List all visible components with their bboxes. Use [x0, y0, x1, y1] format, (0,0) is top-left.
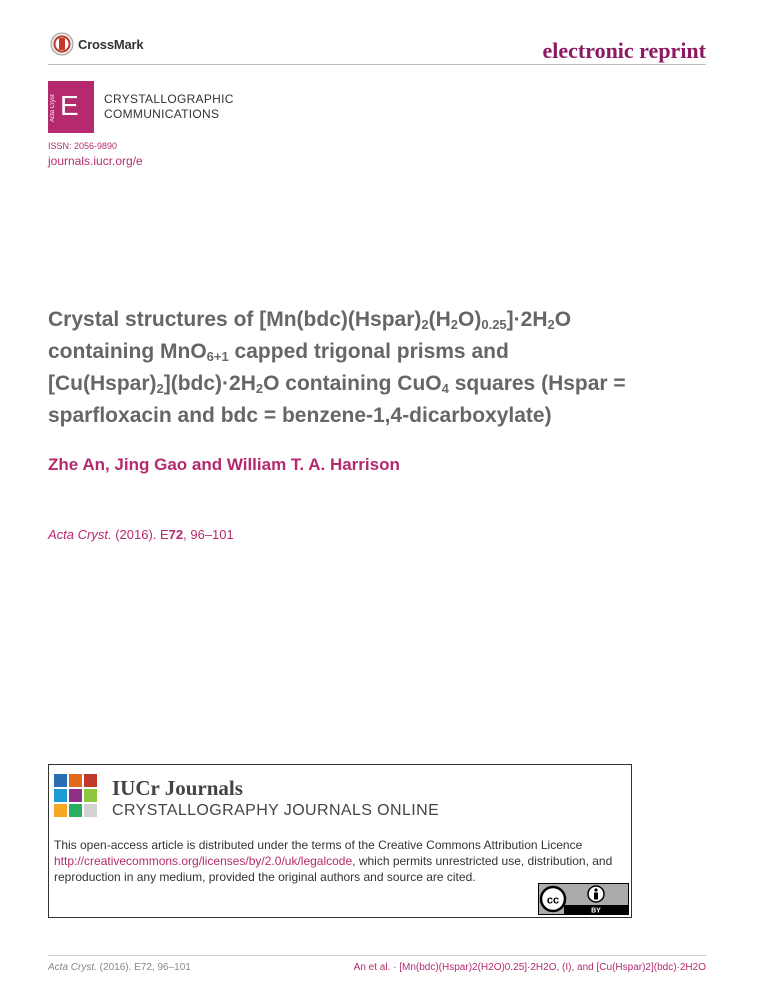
title-subscript: 0.25 [481, 317, 507, 332]
electronic-reprint-label: electronic reprint [542, 38, 706, 63]
citation-journal: Acta Cryst. [48, 527, 112, 542]
iucr-title: IUCr Journals [112, 776, 243, 800]
footer-journal: Acta Cryst. [48, 962, 97, 973]
iucr-logo-square [54, 804, 67, 817]
title-subscript: 6+1 [206, 349, 229, 364]
footer-running-title: An et al. · [Mn(bdc)(Hspar)2(H2O)0.25]·2H2O, (I), and [Cu(Hspar)2](bdc)·2H2O [353, 962, 706, 973]
article-title [48, 306, 648, 429]
crossmark-icon [50, 32, 74, 56]
header-divider [48, 64, 706, 65]
svg-text:cc: cc [546, 894, 560, 907]
footer-divider [48, 955, 706, 956]
iucr-logo-square [84, 774, 97, 787]
title-subscript: 2 [450, 317, 459, 332]
journal-name [104, 92, 234, 122]
iucr-subtitle: CRYSTALLOGRAPHY JOURNALS ONLINE [112, 802, 440, 819]
title-text: O containing CuO [263, 372, 442, 395]
crossmark-badge[interactable] [50, 32, 143, 56]
iucr-logo-square [84, 804, 97, 817]
iucr-logo-square [54, 789, 67, 802]
license-text-after: , which permits unrestricted use, distribution, and reproduction in any medium, provided the original authors and source are cited. [54, 854, 613, 884]
title-text: O) [458, 308, 482, 331]
title-text: ](bdc)·2H [163, 372, 256, 395]
title-text: ]·2H [506, 308, 548, 331]
cc-by-label: BY [591, 907, 601, 915]
footer-citation-rest: (2016). E72, 96–101 [96, 962, 191, 973]
license-text [54, 837, 626, 885]
journal-logo-side-text: Acta Cryst [50, 94, 56, 122]
title-subscript: 2 [547, 317, 555, 332]
title-text: capped trigonal prisms and [Cu(Hspar) [48, 340, 509, 395]
title-subscript: 2 [156, 381, 164, 396]
title-text: Crystal structures of [Mn(bdc)(Hspar) [48, 308, 422, 331]
title-subscript: 2 [255, 381, 264, 396]
journal-url-link[interactable]: journals.iucr.org/e [48, 154, 143, 168]
citation-year: (2016). E [111, 527, 169, 542]
iucr-logo-icon [54, 774, 97, 817]
title-subscript: 4 [441, 381, 449, 396]
article-authors: Zhe An, Jing Gao and William T. A. Harrison [48, 455, 400, 474]
license-text-before: This open-access article is distributed under the terms of the Creative Commons Attribution Licence [54, 838, 583, 852]
citation-volume: 72 [168, 527, 184, 542]
iucr-logo-square [69, 774, 82, 787]
article-citation [48, 527, 234, 542]
iucr-logo-square [69, 804, 82, 817]
journal-logo-letter: E [60, 90, 79, 121]
title-text: (H [428, 308, 451, 331]
title-text: O containing MnO [48, 308, 572, 363]
iucr-logo-square [69, 789, 82, 802]
title-text: squares (Hspar = sparfloxacin and bdc = benzene-1,4-dicarboxylate) [48, 372, 626, 427]
footer-citation [48, 962, 191, 973]
cc-by-icon[interactable] [538, 883, 629, 915]
license-link[interactable]: http://creativecommons.org/licenses/by/2.0/uk/legalcode [54, 854, 353, 868]
citation-pages: , 96–101 [183, 527, 234, 542]
crossmark-label: CrossMark [78, 36, 144, 52]
journal-name-line2: COMMUNICATIONS [104, 107, 220, 121]
issn: ISSN: 2056-9890 [48, 141, 118, 151]
journal-name-line1: CRYSTALLOGRAPHIC [104, 92, 234, 106]
title-subscript: 2 [421, 317, 429, 332]
iucr-logo-square [84, 789, 97, 802]
iucr-logo-square [54, 774, 67, 787]
